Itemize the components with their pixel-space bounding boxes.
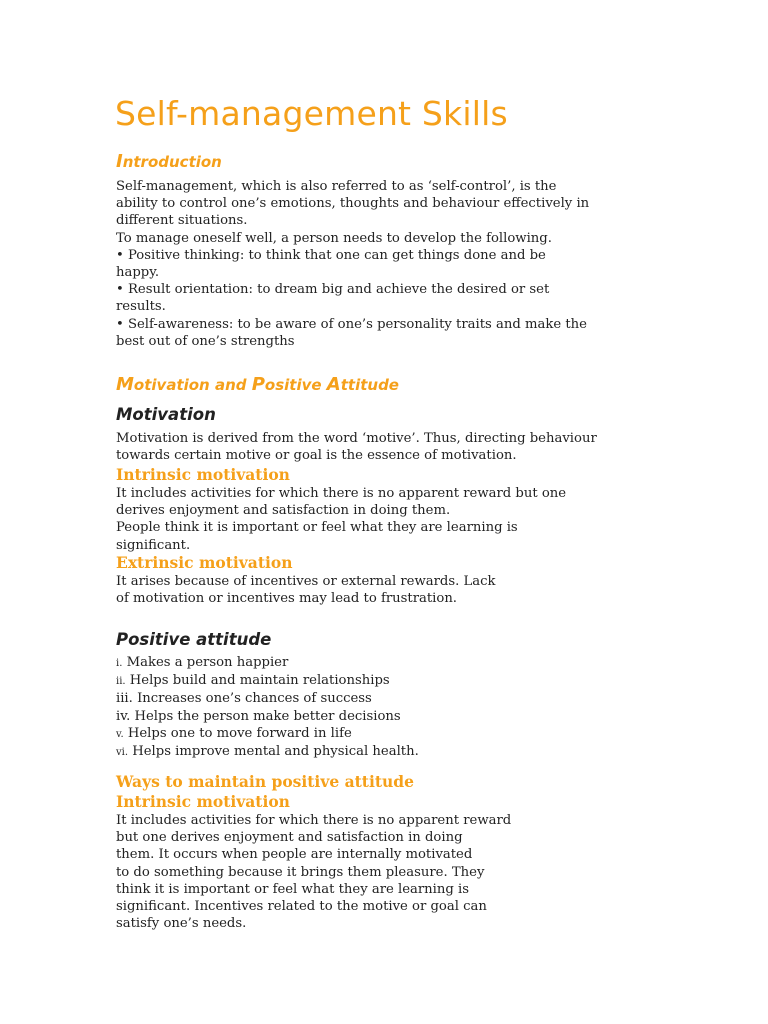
motivation-heading: Motivation: [116, 405, 216, 424]
list-item: [116, 743, 419, 761]
list-text: Helps one to move forward in life: [127, 725, 352, 741]
extrinsic-motivation-heading: Extrinsic motivation: [116, 553, 293, 572]
heading-initial: A: [326, 374, 341, 395]
positive-attitude-heading: Positive attitude: [116, 630, 272, 649]
heading-text: otivation and: [133, 376, 252, 394]
text-line: but one derives enjoyment and satisfaction in doing: [116, 830, 463, 846]
ways-intrinsic-heading: Intrinsic motivation: [116, 792, 290, 811]
list-text: Helps the person make better decisions: [134, 708, 401, 724]
list-item: [116, 654, 419, 672]
text-line: satisfy one’s needs.: [116, 916, 247, 932]
text-line: People think it is important or feel what they are learning is: [116, 520, 518, 536]
heading-text: ntroduction: [122, 153, 222, 171]
list-text: Makes a person happier: [126, 655, 289, 670]
text-line: It arises because of incentives or external rewards. Lack: [116, 574, 496, 589]
ways-paragraph: [116, 812, 511, 932]
text-line: ability to control one’s emotions, thoughts and behaviour effectively in: [116, 196, 590, 212]
page-title: Self-management Skills: [115, 94, 508, 133]
list-number: iv.: [116, 708, 131, 724]
text-line: It includes activities for which there is no apparent reward but one: [116, 486, 567, 501]
heading-initial: M: [116, 374, 134, 395]
text-line: to do something because it brings them pleasure. They: [116, 864, 485, 880]
introduction-paragraph: [116, 178, 589, 350]
text-line: Motivation is derived from the word ‘motive’. Thus, directing behaviour: [116, 431, 597, 446]
text-line: results.: [116, 299, 166, 315]
list-number: iii.: [116, 691, 133, 707]
extrinsic-motivation-paragraph: [116, 573, 496, 607]
list-item: [116, 725, 419, 743]
list-number: v.: [116, 728, 124, 740]
list-text: Increases one’s chances of success: [137, 691, 372, 707]
text-line: significant.: [116, 537, 191, 553]
list-item: [116, 690, 419, 707]
text-line: them. It occurs when people are internally motivated: [116, 847, 473, 863]
text-line: derives enjoyment and satisfaction in doing them.: [116, 503, 451, 519]
text-line: • Result orientation: to dream big and achieve the desired or set: [116, 282, 550, 298]
list-number: ii.: [116, 676, 126, 688]
list-text: Helps build and maintain relationships: [129, 673, 390, 689]
motivation-section-heading: [116, 374, 399, 395]
heading-initial: I: [116, 151, 123, 172]
intrinsic-motivation-heading: Intrinsic motivation: [116, 465, 290, 484]
heading-initial: P: [251, 374, 265, 395]
text-line: think it is important or feel what they are learning is: [116, 881, 470, 897]
list-item: [116, 672, 419, 690]
introduction-heading: [116, 151, 222, 172]
heading-text: ositive: [264, 376, 327, 394]
intrinsic-motivation-paragraph: [116, 485, 566, 554]
text-line: different situations.: [116, 213, 248, 229]
text-line: significant. Incentives related to the motive or goal can: [116, 899, 487, 915]
list-item: [116, 708, 419, 725]
text-line: To manage oneself well, a person needs to develop the following.: [116, 230, 552, 246]
text-line: of motivation or incentives may lead to frustration.: [116, 591, 458, 607]
list-number: i.: [116, 658, 123, 669]
motivation-paragraph: [116, 430, 597, 464]
list-text: Helps improve mental and physical health.: [132, 744, 419, 760]
positive-attitude-list: [116, 654, 419, 761]
text-line: Self-management, which is also referred to as ‘self-control’, is the: [116, 179, 557, 194]
text-line: • Self-awareness: to be aware of one’s personality traits and make the: [116, 316, 587, 332]
ways-heading: Ways to maintain positive attitude: [116, 772, 414, 791]
list-number: vi.: [116, 747, 129, 759]
text-line: happy.: [116, 265, 160, 281]
text-line: It includes activities for which there is no apparent reward: [116, 813, 512, 828]
text-line: • Positive thinking: to think that one can get things done and be: [116, 247, 546, 263]
heading-text: ttitude: [340, 376, 399, 394]
text-line: towards certain motive or goal is the essence of motivation.: [116, 448, 517, 464]
text-line: best out of one’s strengths: [116, 333, 295, 349]
